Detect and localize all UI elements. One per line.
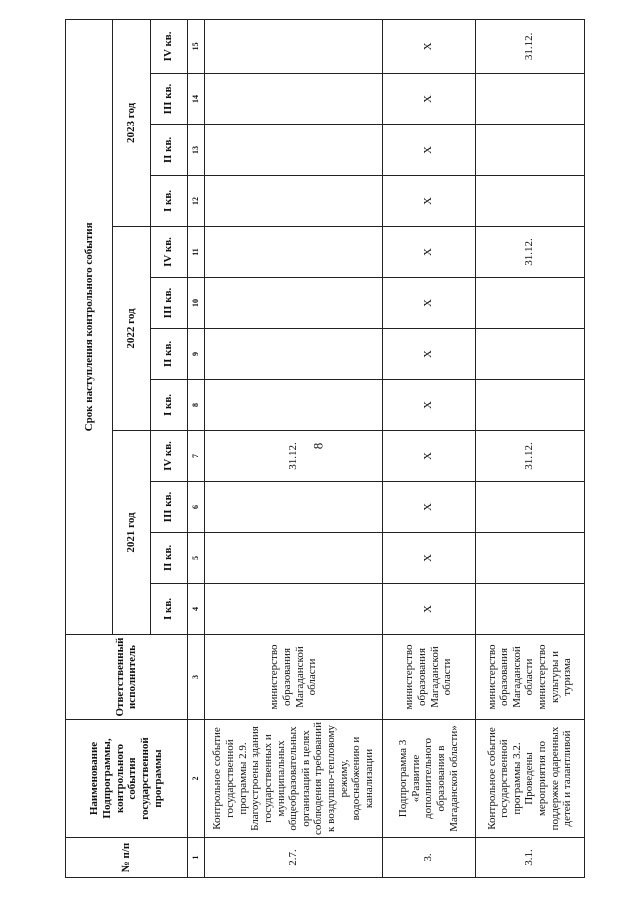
- header-year-2022: 2022 год: [113, 227, 150, 431]
- table-row: [205, 19, 382, 877]
- header-quarter: III кв.: [150, 482, 187, 533]
- row-responsible: министерство образования Магаданской области: [205, 635, 382, 720]
- header-quarter: II кв.: [150, 329, 187, 380]
- row-number: 2.7.: [205, 838, 382, 878]
- quarter-cell: X: [382, 329, 475, 380]
- quarter-cell: [205, 125, 382, 176]
- header-name: Наименование Подпрограммы, контрольного события государственной программы: [66, 720, 188, 838]
- header-quarter: III кв.: [150, 74, 187, 125]
- row-name: Подпрограмма 3 «Развитие дополнительного образования в Магаданской области»: [382, 720, 475, 838]
- header-responsible: Ответственный исполнитель: [66, 635, 188, 720]
- header-year-2023: 2023 год: [113, 19, 150, 226]
- quarter-cell: [205, 584, 382, 635]
- header-quarter: IV кв.: [150, 431, 187, 482]
- column-number: 9: [187, 329, 205, 380]
- table-row: [382, 19, 475, 877]
- column-number: 4: [187, 584, 205, 635]
- quarter-cell: 31.12.: [205, 431, 382, 482]
- header-quarter: II кв.: [150, 125, 187, 176]
- quarter-cell: X: [382, 74, 475, 125]
- column-number: 3: [187, 635, 205, 720]
- quarter-cell: [205, 278, 382, 329]
- row-name: Контрольное событие государственной программы 3.2. Проведены мероприятия по поддержке одаренных детей и талантливой: [475, 720, 584, 838]
- row-number: 3.1.: [475, 838, 584, 878]
- column-number: 10: [187, 278, 205, 329]
- column-number: 8: [187, 380, 205, 431]
- quarter-cell: [475, 278, 584, 329]
- quarter-cell: [475, 380, 584, 431]
- quarter-cell: X: [382, 380, 475, 431]
- row-responsible: министерство образования Магаданской области: [382, 635, 475, 720]
- quarter-cell: X: [382, 19, 475, 73]
- quarter-cell: [205, 74, 382, 125]
- row-name: Контрольное событие государственной программы 2.9. Благоустроены здания государственных и муниципальных общеобразовательных организаций в целях соблюдения требований к воздушно-тепловому режиму, водоснабжению и канализации: [205, 720, 382, 838]
- quarter-cell: X: [382, 125, 475, 176]
- quarter-cell: [205, 176, 382, 227]
- quarter-cell: [205, 19, 382, 73]
- header-quarter: I кв.: [150, 380, 187, 431]
- header-quarter: III кв.: [150, 278, 187, 329]
- row-responsible: министерство образования Магаданской области министерство культуры и туризма: [475, 635, 584, 720]
- header-quarter: I кв.: [150, 176, 187, 227]
- header-num: № п/п: [66, 838, 188, 878]
- column-number: 7: [187, 431, 205, 482]
- row-number: 3.: [382, 838, 475, 878]
- column-number: 1: [187, 838, 205, 878]
- quarter-cell: [205, 329, 382, 380]
- quarter-cell: 31.12.: [475, 227, 584, 278]
- quarter-cell: [475, 584, 584, 635]
- quarter-cell: [475, 176, 584, 227]
- quarter-cell: [475, 533, 584, 584]
- quarter-cell: [475, 482, 584, 533]
- column-number: 5: [187, 533, 205, 584]
- quarter-cell: X: [382, 227, 475, 278]
- header-year-2021: 2021 год: [113, 431, 150, 635]
- column-number: 15: [187, 19, 205, 73]
- table-row: [475, 19, 584, 877]
- quarter-cell: X: [382, 533, 475, 584]
- page-number: 8: [310, 442, 326, 450]
- rotated-table-stage: [65, 20, 585, 878]
- table-wrapper: [65, 20, 585, 878]
- header-deadline: Срок наступления контрольного события: [66, 19, 113, 634]
- header-quarter: II кв.: [150, 533, 187, 584]
- column-number: 2: [187, 720, 205, 838]
- quarter-cell: X: [382, 431, 475, 482]
- quarter-cell: [205, 380, 382, 431]
- quarter-cell: X: [382, 278, 475, 329]
- quarter-cell: [475, 329, 584, 380]
- column-number: 13: [187, 125, 205, 176]
- quarter-cell: [205, 533, 382, 584]
- column-number: 6: [187, 482, 205, 533]
- header-quarter: IV кв.: [150, 227, 187, 278]
- quarter-cell: [205, 482, 382, 533]
- quarter-cell: X: [382, 176, 475, 227]
- quarter-cell: X: [382, 482, 475, 533]
- quarter-cell: X: [382, 584, 475, 635]
- quarter-cell: [205, 227, 382, 278]
- header-quarter: I кв.: [150, 584, 187, 635]
- quarter-cell: 31.12.: [475, 19, 584, 73]
- column-number: 12: [187, 176, 205, 227]
- control-events-table: [65, 19, 585, 878]
- quarter-cell: [475, 74, 584, 125]
- column-number: 14: [187, 74, 205, 125]
- header-quarter: IV кв.: [150, 19, 187, 73]
- column-number: 11: [187, 227, 205, 278]
- quarter-cell: 31.12.: [475, 431, 584, 482]
- quarter-cell: [475, 125, 584, 176]
